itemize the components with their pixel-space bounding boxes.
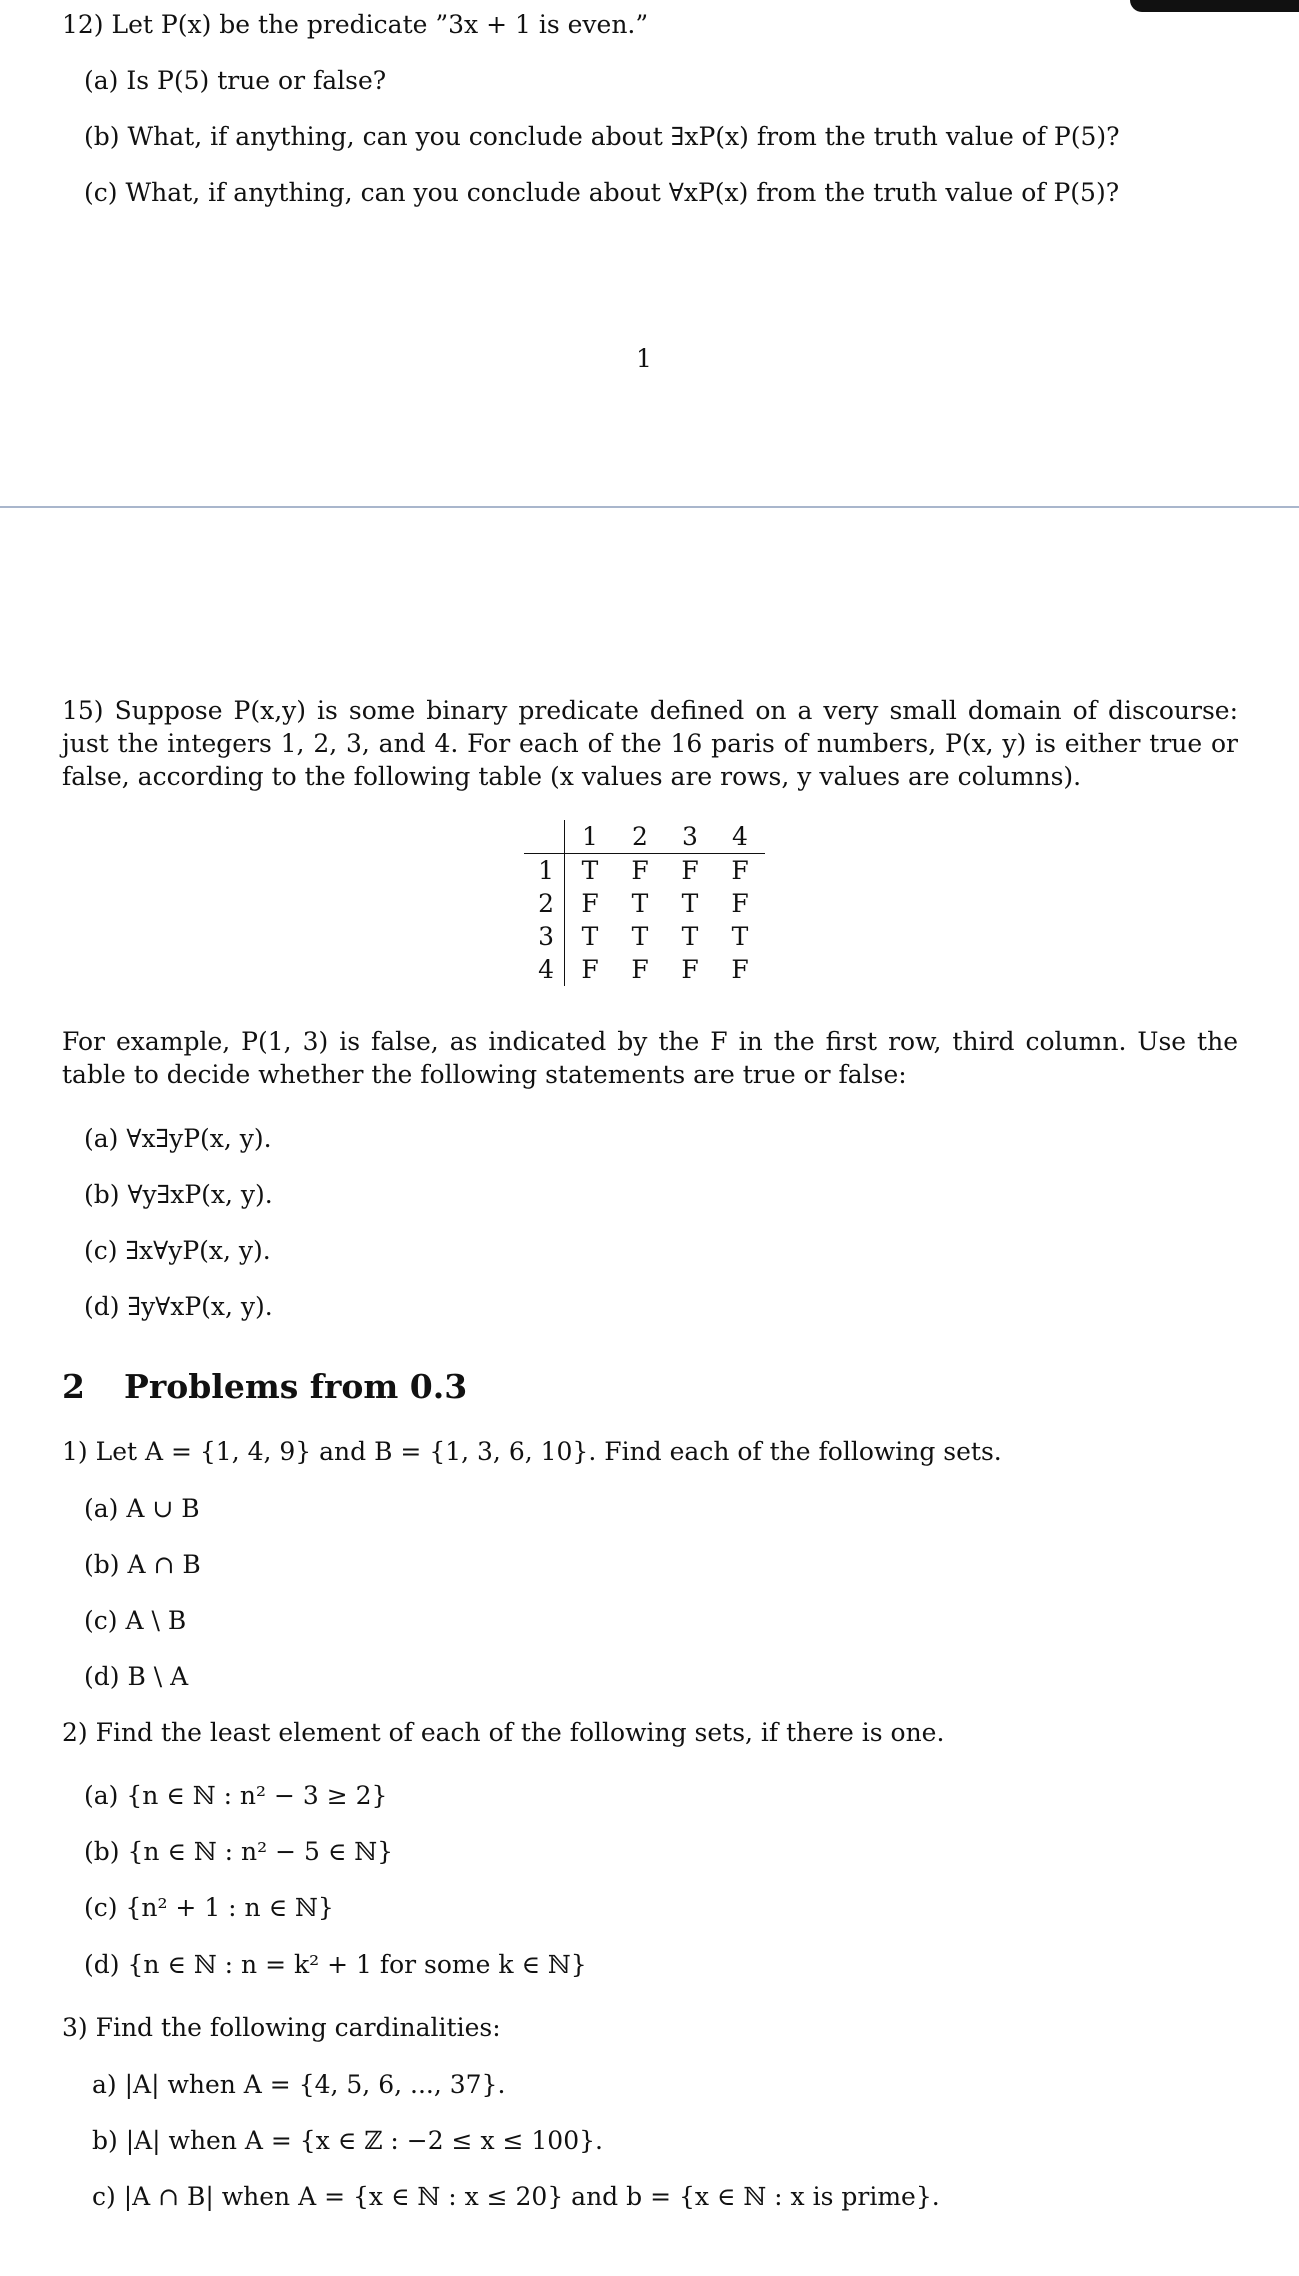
truth-table-col-header: 1 — [565, 820, 616, 854]
problem-2-part-d: (d) {n ∈ ℕ : n = k² + 1 for some k ∈ ℕ} — [84, 1950, 587, 1979]
section-number: 2 — [62, 1367, 85, 1406]
truth-table-row — [524, 854, 765, 888]
truth-table-cell: T — [581, 922, 599, 951]
truth-table-col-header: 4 — [715, 820, 765, 854]
problem-12-part-a: (a) Is P(5) true or false? — [84, 66, 387, 95]
truth-table-row-label: 2 — [524, 887, 565, 920]
problem-15-intro: 15) Suppose P(x,y) is some binary predicate defined on a very small domain of discourse: just the integers 1, 2, 3, and 4. For each of the 16 paris of numbers, P(x, y) is either true or false, according to the following table (x values are rows, y values are columns). — [62, 696, 1238, 791]
problem-2-intro: 2) Find the least element of each of the following sets, if there is one. — [62, 1718, 945, 1747]
section-title: Problems from 0.3 — [124, 1367, 468, 1406]
truth-table-cell: F — [631, 955, 649, 984]
problem-1-part-a: (a) A ∪ B — [84, 1494, 200, 1523]
truth-table-row-label: 4 — [524, 953, 565, 986]
truth-table-col-header: 3 — [665, 820, 715, 854]
truth-table-cell: F — [731, 856, 749, 885]
problem-1-part-c: (c) A \ B — [84, 1606, 187, 1635]
truth-table-cell: F — [731, 889, 749, 918]
problem-3-part-b: b) |A| when A = {x ∈ ℤ : −2 ≤ x ≤ 100}. — [92, 2126, 603, 2155]
truth-table-cell: F — [681, 955, 699, 984]
truth-table-cell: F — [631, 856, 649, 885]
truth-table-col-header: 2 — [615, 820, 665, 854]
problem-1-intro: 1) Let A = {1, 4, 9} and B = {1, 3, 6, 10}. Find each of the following sets. — [62, 1437, 1002, 1466]
truth-table-corner — [524, 820, 565, 854]
problem-3-part-c: c) |A ∩ B| when A = {x ∈ ℕ : x ≤ 20} and b = {x ∈ ℕ : x is prime}. — [92, 2182, 940, 2211]
truth-table-row-label: 1 — [524, 854, 565, 888]
truth-table-cell: T — [631, 922, 649, 951]
section-heading — [62, 1367, 467, 1407]
problem-2-part-b: (b) {n ∈ ℕ : n² − 5 ∈ ℕ} — [84, 1837, 394, 1866]
truth-table-cell: F — [581, 889, 599, 918]
truth-table-cell: F — [581, 955, 599, 984]
truth-table-cell: T — [631, 889, 649, 918]
problem-2-part-a: (a) {n ∈ ℕ : n² − 3 ≥ 2} — [84, 1781, 388, 1810]
problem-12-part-c: (c) What, if anything, can you conclude about ∀xP(x) from the truth value of P(5)? — [84, 178, 1120, 207]
truth-table-row — [524, 920, 765, 953]
truth-table — [524, 820, 765, 986]
page-number: 1 — [636, 344, 652, 373]
truth-table-cell: T — [581, 856, 599, 885]
truth-table-cell: T — [681, 889, 699, 918]
top-bar — [1130, 0, 1299, 12]
truth-table-row — [524, 887, 765, 920]
truth-table-cell: F — [731, 955, 749, 984]
truth-table-cell: F — [681, 856, 699, 885]
problem-15-part-a: (a) ∀x∃yP(x, y). — [84, 1124, 272, 1153]
truth-table-row-label: 3 — [524, 920, 565, 953]
problem-2-part-c: (c) {n² + 1 : n ∈ ℕ} — [84, 1893, 334, 1922]
problem-15-part-b: (b) ∀y∃xP(x, y). — [84, 1180, 273, 1209]
problem-3-intro: 3) Find the following cardinalities: — [62, 2013, 501, 2042]
page-divider — [0, 506, 1299, 508]
problem-15-example: For example, P(1, 3) is false, as indicated by the F in the first row, third column. Use the table to decide whether the following statements are true or false: — [62, 1027, 1238, 1089]
problem-15-part-d: (d) ∃y∀xP(x, y). — [84, 1292, 273, 1321]
problem-3-part-a: a) |A| when A = {4, 5, 6, ..., 37}. — [92, 2070, 506, 2099]
problem-1-part-b: (b) A ∩ B — [84, 1550, 201, 1579]
problem-15-part-c: (c) ∃x∀yP(x, y). — [84, 1236, 271, 1265]
problem-12-intro: 12) Let P(x) be the predicate ”3x + 1 is even.” — [62, 10, 649, 39]
truth-table-cell: T — [681, 922, 699, 951]
truth-table-header-row — [524, 820, 765, 854]
problem-1-part-d: (d) B \ A — [84, 1662, 189, 1691]
truth-table-cell: T — [731, 922, 749, 951]
truth-table-row — [524, 953, 765, 986]
problem-12-part-b: (b) What, if anything, can you conclude about ∃xP(x) from the truth value of P(5)? — [84, 122, 1120, 151]
